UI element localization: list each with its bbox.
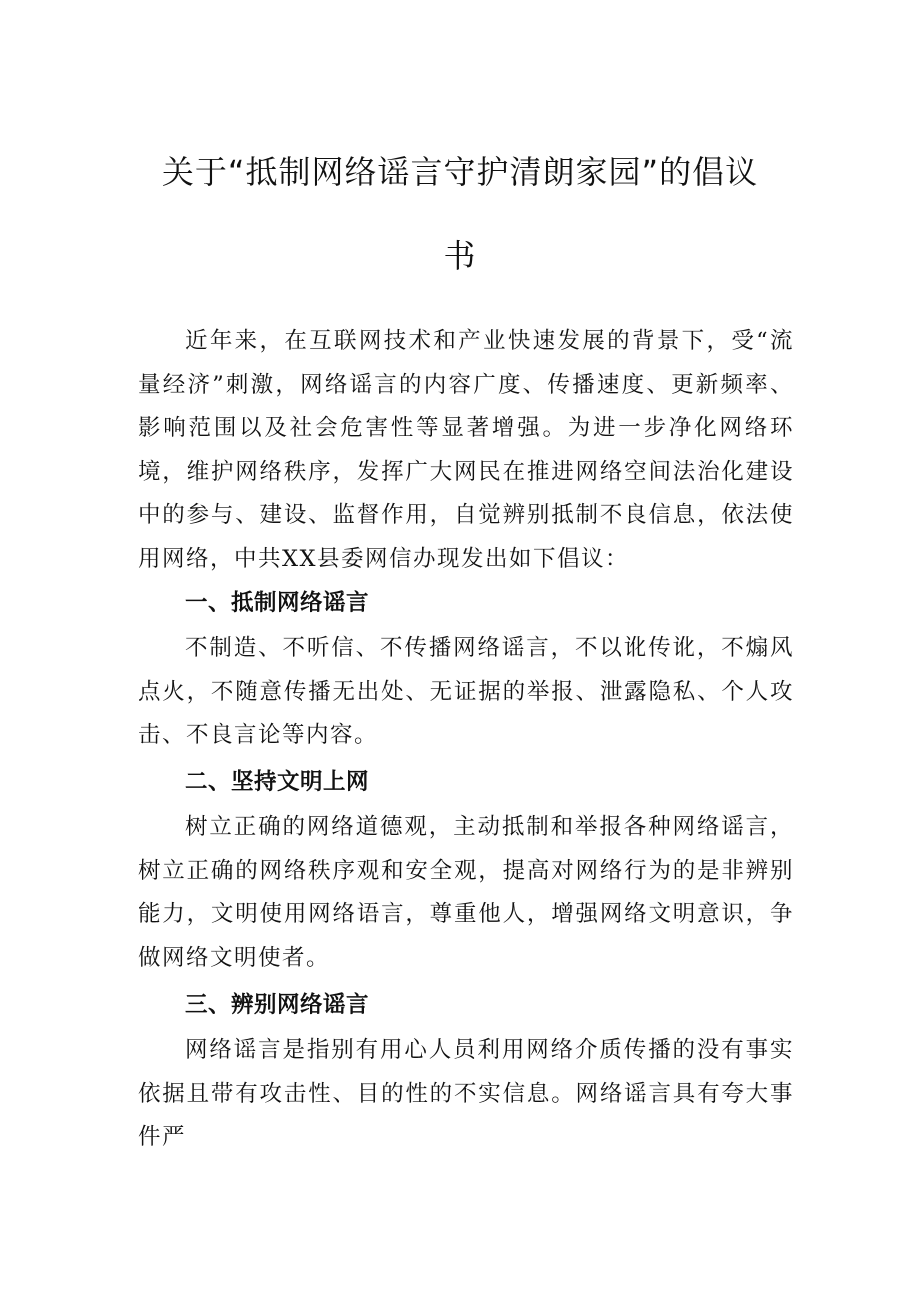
document-title-line-2: 书 <box>443 237 477 275</box>
section-heading-1: 一、抵制网络谣言 <box>185 590 370 616</box>
section-paragraph-1: 不制造、不听信、不传播网络谣言，不以讹传讹，不煽风点火，不随意传播无出处、无证据的举报、泄露隐私、个人攻击、不良言论等内容。 <box>138 635 794 748</box>
section-paragraph-2: 树立正确的网络道德观，主动抵制和举报各种网络谣言，树立正确的网络秩序观和安全观，提高对网络行为的是非辨别能力，文明使用网络语言，尊重他人，增强网络文明意识，争做网络文明使者。 <box>138 814 794 971</box>
section-paragraph-3: 网络谣言是指别有用心人员利用网络介质传播的没有事实依据且带有攻击性、目的性的不实信息。网络谣言具有夸大事件严 <box>138 1037 794 1150</box>
document-title-line-1: 关于“抵制网络谣言守护清朗家园”的倡议 <box>161 153 759 191</box>
section-heading-2: 二、坚持文明上网 <box>185 769 370 795</box>
intro-paragraph: 近年来，在互联网技术和产业快速发展的背景下，受“流量经济”刺激，网络谣言的内容广度、传播速度、更新频率、影响范围以及社会危害性等显著增强。为进一步净化网络环境，维护网络秩序，发挥广大网民在推进网络空间法治化建设中的参与、建设、监督作用，自觉辨别抵制不良信息，依法使用网络，中共XX县委网信办现发出如下倡议： <box>138 328 794 572</box>
section-heading-3: 三、辨别网络谣言 <box>185 992 370 1018</box>
